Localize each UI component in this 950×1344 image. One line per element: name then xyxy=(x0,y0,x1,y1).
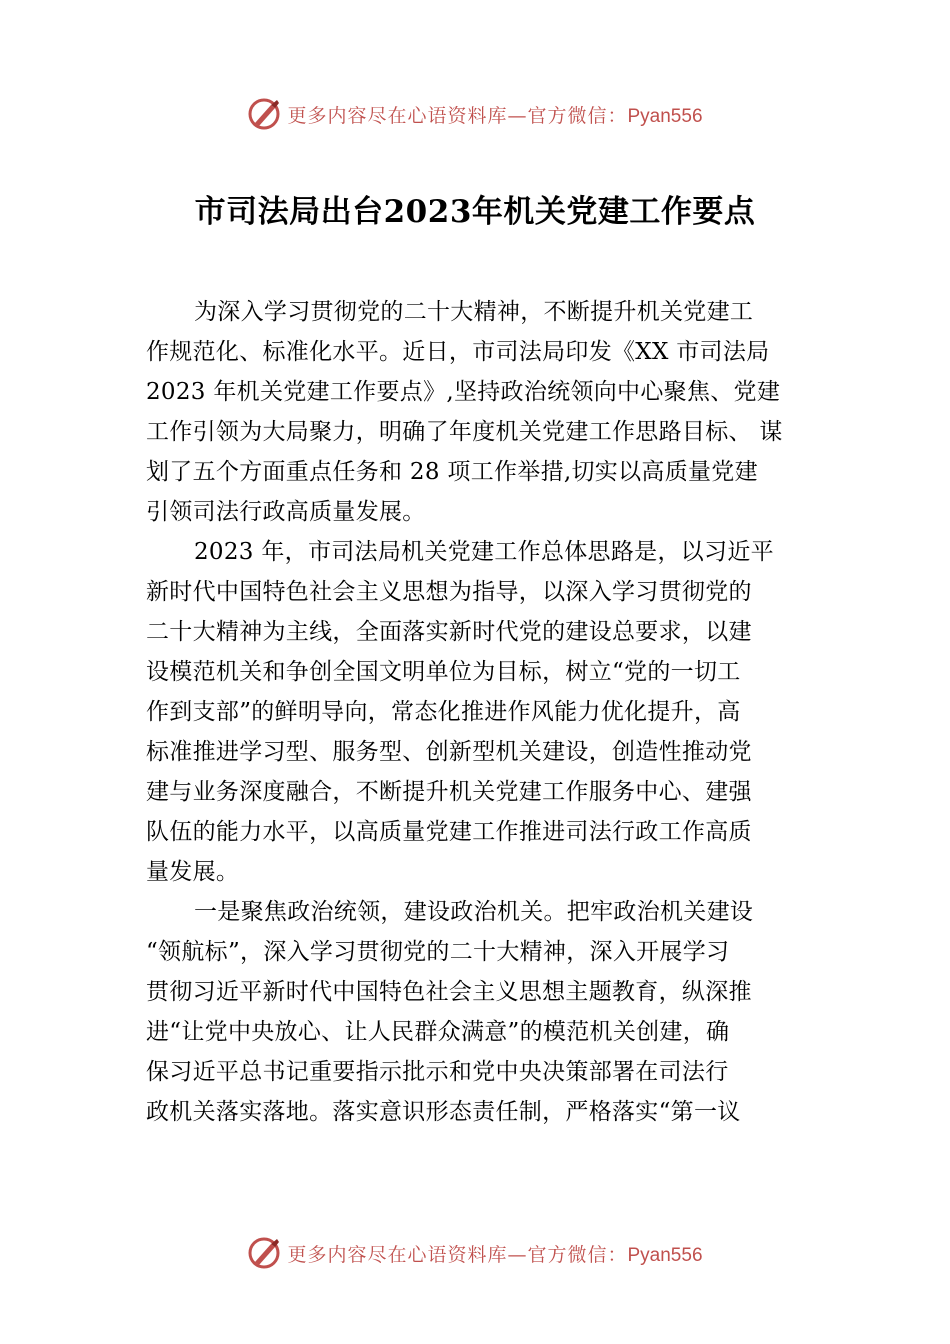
paragraph-line: 为深入学习贯彻党的二十大精神，不断提升机关党建工 xyxy=(194,299,754,325)
paragraph-line: 作到支部”的鲜明导向，常态化推进作风能力优化提升，高 xyxy=(146,699,741,725)
watermark-banner-bottom xyxy=(0,1231,950,1275)
paragraph-line: 2023 年，市司法局机关党建工作总体思路是，以习近平 xyxy=(194,539,774,565)
paragraph-line: 队伍的能力水平，以高质量党建工作推进司法行政工作高质 xyxy=(146,819,752,845)
paragraph-line: 新时代中国特色社会主义思想为指导，以深入学习贯彻党的 xyxy=(146,579,752,605)
pen-logo-icon xyxy=(247,1235,283,1271)
watermark-text xyxy=(287,101,702,128)
watermark-text xyxy=(287,1240,702,1267)
watermark-banner-top xyxy=(0,92,950,136)
paragraph-line: 作规范化、标准化水平。近日，市司法局印发《XX 市司法局 xyxy=(146,339,770,365)
pen-logo-icon xyxy=(247,96,283,132)
paragraph-line: 一是聚焦政治统领，建设政治机关。把牢政治机关建设 xyxy=(194,899,754,925)
paragraph-line: 设模范机关和争创全国文明单位为目标，树立“党的一切工 xyxy=(146,659,741,685)
paragraph-line: “领航标”，深入学习贯彻党的二十大精神，深入开展学习 xyxy=(146,939,730,965)
page-title: 市司法局出台2023年机关党建工作要点 xyxy=(194,194,756,230)
document-body xyxy=(146,292,818,1132)
paragraph-line: 划了五个方面重点任务和 28 项工作举措,切实以高质量党建 xyxy=(146,459,758,485)
paragraph-line: 工作引领为大局聚力，明确了年度机关党建工作思路目标、 谋 xyxy=(146,419,783,445)
paragraph-line: 二十大精神为主线，全面落实新时代党的建设总要求，以建 xyxy=(146,619,752,645)
paragraph-line: 引领司法行政高质量发展。 xyxy=(146,499,426,525)
watermark-label: 更多内容尽在心语资料库—官方微信： xyxy=(287,1243,628,1266)
wechat-id: Pyan556 xyxy=(627,105,703,127)
watermark-label: 更多内容尽在心语资料库—官方微信： xyxy=(287,104,628,127)
paragraph-line: 建与业务深度融合，不断提升机关党建工作服务中心、建强 xyxy=(146,779,752,805)
paragraph-line: 保习近平总书记重要指示批示和党中央决策部署在司法行 xyxy=(146,1059,729,1085)
paragraph-line: 标准推进学习型、服务型、创新型机关建设，创造性推动党 xyxy=(146,739,752,765)
paragraph-line: 政机关落实落地。落实意识形态责任制，严格落实“第一议 xyxy=(146,1099,741,1125)
paragraph-line: 贯彻习近平新时代中国特色社会主义思想主题教育，纵深推 xyxy=(146,979,752,1005)
paragraph-line: 量发展。 xyxy=(146,859,240,885)
paragraph-line: 进“让党中央放心、让人民群众满意”的模范机关创建，确 xyxy=(146,1019,730,1045)
paragraph-line: 2023 年机关党建工作要点》,坚持政治统领向中心聚焦、党建 xyxy=(146,379,781,405)
wechat-id: Pyan556 xyxy=(627,1244,703,1266)
